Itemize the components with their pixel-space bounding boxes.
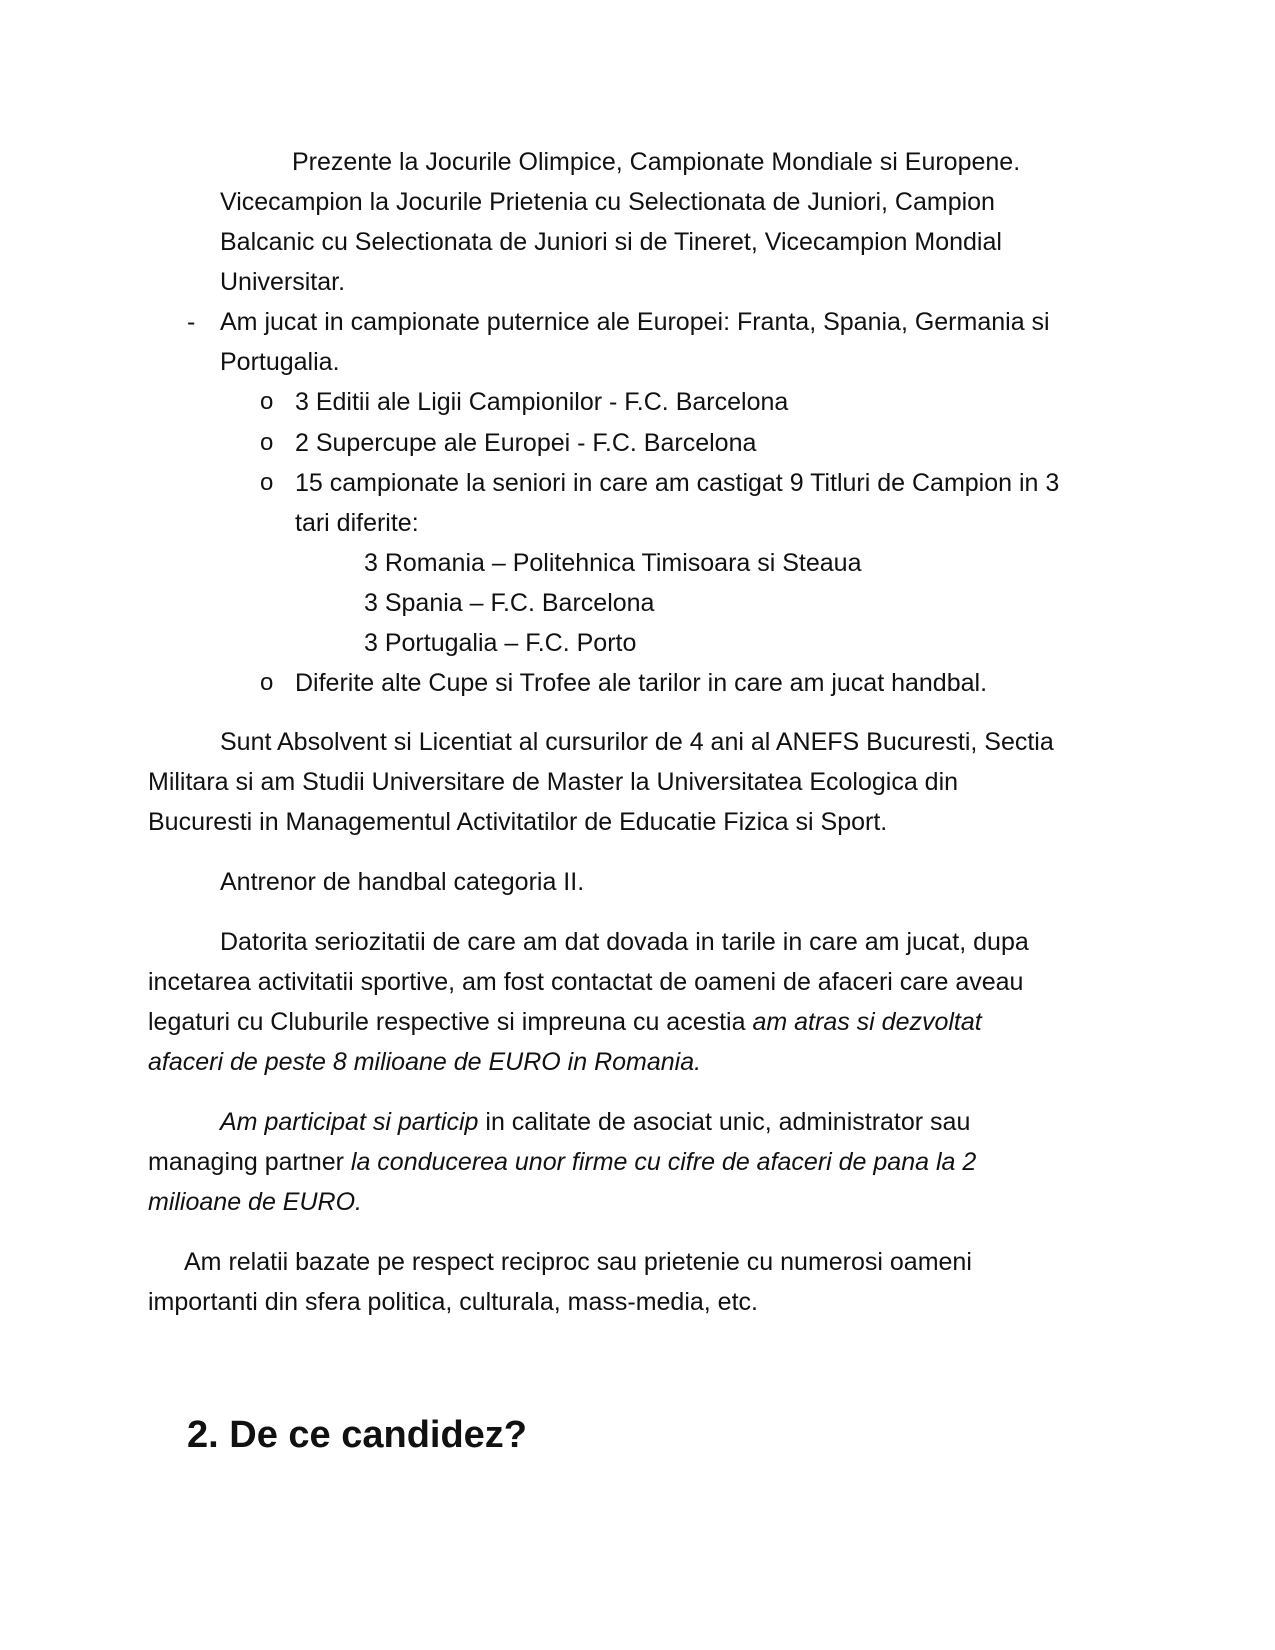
paragraph-text: legaturi cu Cluburile respective si impreuna cu acestia [148, 1008, 753, 1036]
title-line: 3 Romania – Politehnica Timisoara si Steaua [364, 549, 862, 577]
intro-line: Vicecampion la Jocurile Prietenia cu Selectionata de Juniori, Campion [220, 188, 995, 216]
paragraph-text: in calitate de asociat unic, administrator sau [478, 1108, 971, 1136]
paragraph-line [148, 1007, 982, 1037]
sub-list-item-text: 3 Editii ale Ligii Campionilor - F.C. Barcelona [295, 388, 789, 416]
list-item-text: Am jucat in campionate puternice ale Europei: Franta, Spania, Germania si [220, 308, 1050, 336]
list-item-text: Portugalia. [220, 348, 340, 376]
dash-marker: - [187, 308, 196, 336]
paragraph-line: Antrenor de handbal categoria II. [220, 868, 585, 896]
paragraph-line: incetarea activitatii sportive, am fost contactat de oameni de afaceri care aveau [148, 968, 1024, 996]
emphasis-line: afaceri de peste 8 milioane de EURO in Romania. [148, 1048, 702, 1076]
circle-bullet-icon: o [260, 669, 274, 696]
emphasis-text: am atras si dezvoltat [752, 1008, 982, 1036]
circle-bullet-icon: o [260, 388, 274, 415]
emphasis-text: Am participat si particip [220, 1108, 479, 1136]
emphasis-text: la conducerea unor firme cu cifre de afaceri de pana la 2 [350, 1148, 977, 1176]
paragraph-line: Am relatii bazate pe respect reciproc sau prietenie cu numerosi oameni [184, 1248, 972, 1276]
paragraph-text: managing partner [148, 1148, 351, 1176]
paragraph-line: Bucuresti in Managementul Activitatilor de Educatie Fizica si Sport. [148, 808, 888, 836]
sub-list-item-text: tari diferite: [295, 509, 419, 537]
emphasis-line: milioane de EURO. [148, 1188, 362, 1216]
paragraph-line: Datorita seriozitatii de care am dat dovada in tarile in care am jucat, dupa [220, 928, 1029, 956]
title-line: 3 Spania – F.C. Barcelona [364, 589, 655, 617]
paragraph-line: Militara si am Studii Universitare de Master la Universitatea Ecologica din [148, 768, 959, 796]
sub-list-item-text: 2 Supercupe ale Europei - F.C. Barcelona [295, 429, 757, 457]
intro-line: Universitar. [220, 268, 346, 296]
intro-line: Balcanic cu Selectionata de Juniori si de Tineret, Vicecampion Mondial [220, 228, 1002, 256]
paragraph-line [148, 1147, 976, 1177]
sub-list-item-text: 15 campionate la seniori in care am castigat 9 Titluri de Campion in 3 [295, 469, 1060, 497]
circle-bullet-icon: o [260, 469, 274, 496]
sub-list-item-text: Diferite alte Cupe si Trofee ale tarilor in care am jucat handbal. [295, 669, 988, 697]
paragraph-line: importanti din sfera politica, culturala, mass-media, etc. [148, 1288, 758, 1316]
paragraph-line: Sunt Absolvent si Licentiat al cursurilor de 4 ani al ANEFS Bucuresti, Sectia [220, 728, 1054, 756]
title-line: 3 Portugalia – F.C. Porto [364, 629, 637, 657]
circle-bullet-icon: o [260, 429, 274, 456]
intro-first-line: Prezente la Jocurile Olimpice, Campionate Mondiale si Europene. [292, 148, 1021, 176]
paragraph-line [220, 1107, 970, 1137]
section-heading: 2. De ce candidez? [187, 1414, 528, 1456]
